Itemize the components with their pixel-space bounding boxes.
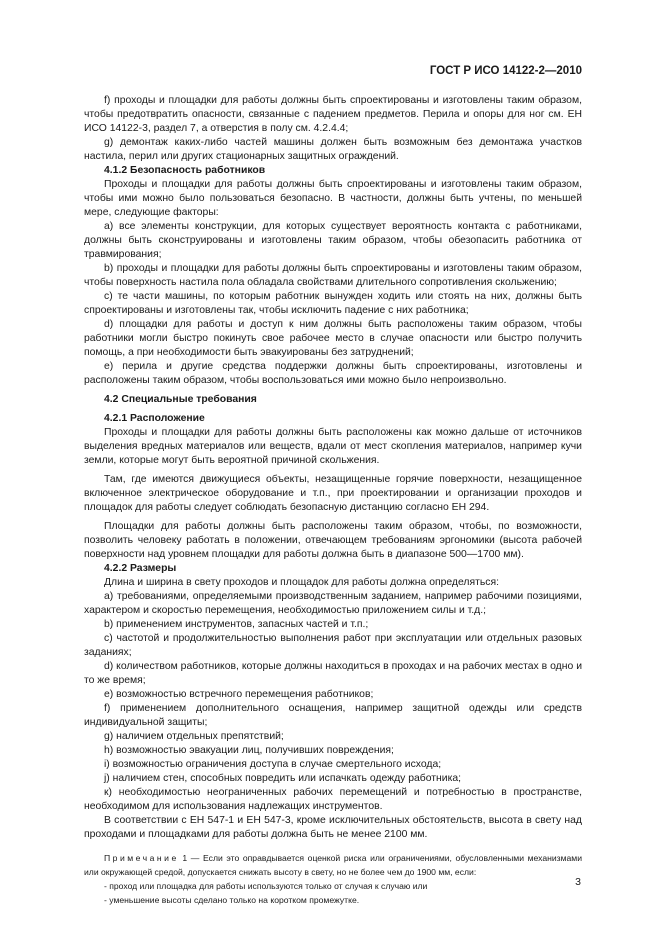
paragraph: h) возможностью эвакуации лиц, получивших повреждения;: [104, 745, 394, 756]
document-header: ГОСТ Р ИСО 14122-2—2010: [429, 65, 582, 77]
paragraph: d) количеством работников, которые должны находиться в проходах и на рабочих местах в одно и то же время;: [84, 661, 582, 686]
document-body: [84, 94, 582, 907]
paragraph: d) площадки для работы и доступ к ним должны быть расположены таким образом, чтобы работники могли быстро покинуть свое рабочее место в случае опасности или быстро получить помощь, а при необходимости быть эвакуированы без затруднений;: [84, 319, 582, 358]
paragraph: c) те части машины, по которым работник вынужден ходить или стоять на них, должны быть спроектированы и изготовлены так, чтобы исключить падение с них работника;: [84, 291, 582, 316]
paragraph: e) перила и другие средства поддержки должны быть спроектированы, изготовлены и расположены таким образом, чтобы воспользоваться ими можно было непроизвольно.: [84, 361, 582, 386]
paragraph: a) требованиями, определяемыми производственным заданием, например рабочими позициями, характером и скоростью перемещения, необходимостью приложением силы и т.д.;: [84, 591, 582, 616]
note: [84, 851, 582, 907]
section-heading: 4.2.1 Расположение: [104, 413, 205, 424]
paragraph: e) возможностью встречного перемещения работников;: [104, 689, 374, 700]
paragraph: c) частотой и продолжительностью выполнения работ при эксплуатации или отдельных разовых заданиях;: [84, 633, 582, 658]
paragraph: g) демонтаж каких-либо частей машины должен быть возможным без демонтажа участков настила, перил или других стационарных защитных ограждений.: [84, 137, 582, 162]
paragraph: Площадки для работы должны быть расположены таким образом, чтобы, по возможности, позволить человеку работать в положении, отвечающем требованиям эргономики (высота рабочей поверхности над уровнем площадки для работы должна быть в диапазоне 500—1700 мм).: [84, 521, 582, 560]
note-text: Примечание 1 — Если это оправдывается оценкой риска или ограничениями, обусловленными механизмами или окружающей средой, допускается снижать высоту в свету, но не более чем до 1900 мм, если:: [84, 853, 582, 877]
paragraph: Проходы и площадки для работы должны быть расположены как можно дальше от источников выделения вредных материалов или веществ, вдали от мест скопления материалов, например кучи земли, которые могут быть вероятной причиной скольжения.: [84, 427, 582, 466]
paragraph: к) необходимостью неограниченных рабочих перемещений и потребностью в пространстве, необходимом для использования надлежащих инструментов.: [84, 787, 582, 812]
paragraph: b) применением инструментов, запасных частей и т.п.;: [104, 619, 369, 630]
paragraph: f) применением дополнительного оснащения, например защитной одежды или средств индивидуальной защиты;: [84, 703, 582, 728]
note-list-item: - проход или площадка для работы используются только от случая к случаю или: [104, 881, 428, 891]
paragraph: b) проходы и площадки для работы должны быть спроектированы и изготовлены таким образом, чтобы поверхность настила пола обладала свойствами длительного сопротивления скольжению;: [84, 263, 582, 288]
paragraph: Длина и ширина в свету проходов и площадок для работы должна определяться:: [104, 577, 499, 588]
paragraph: В соответствии с ЕН 547-1 и ЕН 547-3, кроме исключительных обстоятельств, высота в свету над проходами и площадками для работы должна быть не менее 2100 мм.: [84, 815, 582, 840]
paragraph: f) проходы и площадки для работы должны быть спроектированы и изготовлены таким образом, чтобы предотвратить опасности, связанные с падением предметов. Перила и опоры для ног см. ЕН ИСО 14122-3, раздел 7, а отверстия в полу см. 4.2.4.4;: [84, 95, 582, 134]
paragraph: a) все элементы конструкции, для которых существует вероятность контакта с работниками, должны быть сконструированы и изготовлены таким образом, чтобы обезопасить работника от травмирования;: [84, 221, 582, 260]
section-heading: 4.2.2 Размеры: [104, 563, 177, 574]
paragraph: g) наличием отдельных препятствий;: [104, 731, 284, 742]
paragraph: i) возможностью ограничения доступа в случае смертельного исхода;: [104, 759, 442, 770]
page-number: 3: [575, 876, 581, 888]
section-heading: 4.2 Специальные требования: [104, 394, 257, 405]
note-label: Примечание: [104, 853, 179, 863]
paragraph: j) наличием стен, способных повредить или испачкать одежду работника;: [104, 773, 462, 784]
note-list-item: - уменьшение высоты сделано только на коротком промежутке.: [104, 895, 360, 905]
section-heading: 4.1.2 Безопасность работников: [104, 165, 266, 176]
paragraph: Проходы и площадки для работы должны быть спроектированы и изготовлены таким образом, чтобы ими можно было пользоваться безопасно. В частности, должны быть учтены, по меньшей мере, следующие факторы:: [84, 179, 582, 218]
paragraph: Там, где имеются движущиеся объекты, незащищенные горячие поверхности, незащищенное включенное электрическое оборудование и т.п., при проектировании и организации проходов и площадок для работы следует соблюдать безопасную дистанцию согласно ЕН 294.: [84, 474, 582, 513]
